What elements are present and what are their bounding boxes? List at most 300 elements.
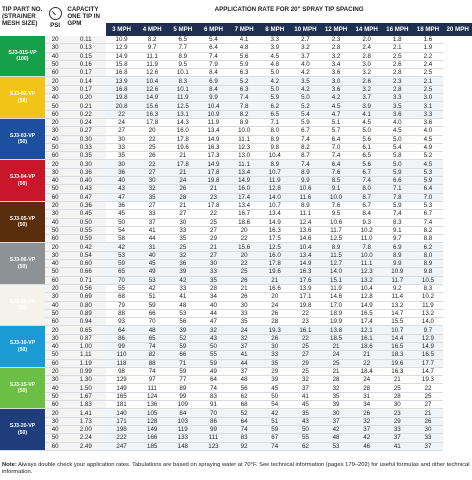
capacity-cell: 0.24 [65,118,106,126]
rate-cell: 5.9 [382,168,413,176]
table-row [0,342,472,350]
rate-cell: 50 [259,392,290,400]
rate-cell: 31 [137,243,168,251]
rate-cell: 4.1 [351,110,382,118]
rate-cell: 16.1 [351,334,382,342]
table-row [0,210,472,218]
rate-cell: 10.4 [351,284,382,292]
strainer-mesh-size: (50) [17,180,28,187]
capacity-cell: 0.16 [65,60,106,68]
mph-header-cell: 7 MPH [229,23,260,36]
capacity-cell: 0.65 [65,326,106,334]
capacity-cell: 0.35 [65,152,106,160]
rate-cell: 6.4 [413,185,444,193]
capacity-cell: 1.67 [65,392,106,400]
rate-cell: 6.5 [351,152,382,160]
table-row [0,401,472,409]
table-row [0,118,472,126]
rate-cell: 21 [351,351,382,359]
rate-cell: 33 [413,434,444,442]
psi-cell: 30 [45,127,65,135]
rate-cell: 32 [351,417,382,425]
rate-cell: 66 [168,351,199,359]
rate-cell: 4.0 [413,127,444,135]
rate-cell: 22 [137,160,168,168]
table-row [0,85,472,93]
rate-cell: 4.5 [259,52,290,60]
rate-cell: 7.4 [413,218,444,226]
rate-cell: 12.8 [259,185,290,193]
rate-cell: 8.9 [321,243,352,251]
rate-cell: 15.6 [137,102,168,110]
table-row [0,425,472,433]
rate-cell: 16.3 [290,268,321,276]
rate-cell: 10.5 [413,276,444,284]
psi-cell: 40 [45,177,65,185]
rate-cell: 2.5 [382,52,413,60]
capacity-cell: 0.36 [65,201,106,209]
rate-cell: 14.9 [413,342,444,350]
table-row [0,309,472,317]
rate-cell: 43 [106,185,137,193]
rate-cell: 6.7 [413,210,444,218]
rate-cell: 7.4 [290,135,321,143]
rate-cell: 2.8 [382,85,413,93]
capacity-cell: 0.50 [65,218,106,226]
rate-cell: 14.9 [259,218,290,226]
rate-cell: 20.8 [106,102,137,110]
capacity-cell: 0.99 [65,367,106,375]
tip-part-cell [0,77,45,118]
table-row [0,392,472,400]
rate-cell: 28 [198,284,229,292]
rate-cell: 13.4 [229,201,260,209]
rate-cell: 3.0 [321,77,352,85]
rate-cell: 10.0 [351,251,382,259]
strainer-mesh-size: (50) [17,388,28,395]
rate-cell: 5.1 [321,118,352,126]
rate-cell: 33 [382,425,413,433]
rate-cell: 7.8 [351,243,382,251]
rate-cell: 19.8 [106,94,137,102]
mph-header-cell: 10 MPH [290,23,321,36]
psi-cell: 40 [45,260,65,268]
rate-cell: 4.8 [259,60,290,68]
rate-cell: 247 [106,442,137,450]
capacity-cell: 0.66 [65,268,106,276]
psi-cell: 20 [45,77,65,85]
capacity-cell: 0.40 [65,177,106,185]
capacity-cell: 1.19 [65,359,106,367]
psi-cell: 60 [45,318,65,326]
rate-cell: 30 [168,218,199,226]
rate-cell: 32 [198,326,229,334]
rate-cell: 46 [351,442,382,450]
rate-cell: 11.1 [229,160,260,168]
table-row [0,367,472,375]
psi-cell: 50 [45,392,65,400]
rate-cell: 7.7 [168,44,199,52]
rate-cell: 5.4 [382,143,413,151]
rate-cell: 136 [137,401,168,409]
capacity-cell: 0.87 [65,334,106,342]
capacity-cell: 0.55 [65,226,106,234]
rate-cell: 12.3 [351,268,382,276]
rate-cell: 7.4 [229,94,260,102]
rate-cell: 111 [198,434,229,442]
rate-cell: 66 [137,309,168,317]
rate-cell: 19.6 [382,359,413,367]
rate-cell: 11.9 [321,284,352,292]
rate-cell: 11.1 [229,135,260,143]
rate-cell: 32 [229,334,260,342]
rate-cell: 12.9 [413,334,444,342]
table-row [0,260,472,268]
rate-cell: 9.9 [382,260,413,268]
table-row [0,284,472,292]
rate-cell: 10.2 [351,226,382,234]
rate-cell: 2.8 [382,69,413,77]
rate-cell: 6.2 [413,243,444,251]
table-row [0,351,472,359]
rate-cell: 7.6 [321,168,352,176]
rate-cell: 29 [259,367,290,375]
rate-cell: 86 [198,417,229,425]
rate-cell: 19.9 [321,318,352,326]
rate-cell: 17.4 [351,318,382,326]
rate-cell: 1.9 [413,44,444,52]
rate-cell: 12.6 [137,85,168,93]
table-row [0,334,472,342]
rate-cell: 25 [382,384,413,392]
rate-cell: 70 [106,276,137,284]
rate-cell: 8.2 [413,226,444,234]
rate-cell: 35 [229,318,260,326]
rate-cell: 59 [168,342,199,350]
rate-cell: 5.0 [382,160,413,168]
rate-cell: 14.7 [382,309,413,317]
rate-cell: 10.2 [413,293,444,301]
rate-cell: 13.0 [229,152,260,160]
table-row [0,376,472,384]
rate-cell: 26 [259,309,290,317]
rate-cell: 4.2 [321,94,352,102]
rate-cell: 10.7 [259,168,290,176]
rate-cell: 17.8 [168,135,199,143]
rate-cell: 79 [106,301,137,309]
rate-cell: 10.0 [321,193,352,201]
rate-cell: 44 [137,235,168,243]
rate-cell: 27 [137,201,168,209]
rate-cell: 25 [321,359,352,367]
rate-cell: 74 [259,442,290,450]
rate-cell: 12.1 [351,326,382,334]
rate-cell: 110 [106,351,137,359]
rate-cell: 36 [168,260,199,268]
rate-cell: 10.0 [229,127,260,135]
rate-cell: 14.3 [168,118,199,126]
capacity-cell: 0.17 [65,69,106,77]
rate-cell: 37 [413,442,444,450]
rate-cell: 23 [382,409,413,417]
table-row [0,251,472,259]
rate-cell: 19.6 [168,143,199,151]
capacity-cell: 2.00 [65,425,106,433]
rate-cell: 33 [168,284,199,292]
rate-cell: 2.3 [321,36,352,44]
rate-cell: 19.8 [198,177,229,185]
rate-cell: 7.9 [198,60,229,68]
rate-cell: 10.4 [198,102,229,110]
rate-cell: 12.7 [321,260,352,268]
rate-cell: 27 [198,251,229,259]
rate-cell: 20 [229,226,260,234]
capacity-cell: 0.80 [65,301,106,309]
rate-cell: 5.0 [259,69,290,77]
rate-cell: 4.5 [351,118,382,126]
rate-cell: 16.8 [106,69,137,77]
rate-cell: 13.2 [413,309,444,317]
mph-header-cell: 3 MPH [106,23,137,36]
rate-cell: 10.4 [137,77,168,85]
tip-part-number: SJ3-08-VP [9,298,36,305]
rate-cell: 44 [229,359,260,367]
rate-cell: 91 [198,401,229,409]
rate-cell: 21 [413,409,444,417]
rate-cell: 2.5 [413,85,444,93]
strainer-mesh-size: (50) [17,346,28,353]
table-row [0,143,472,151]
table-row [0,235,472,243]
rate-cell: 36 [106,201,137,209]
rate-cell: 71 [168,359,199,367]
rate-cell: 3.7 [351,94,382,102]
tip-part-cell [0,160,45,201]
tip-part-number: SJ3-06-VP [9,257,36,264]
rate-cell: 148 [168,442,199,450]
rate-cell: 84 [168,409,199,417]
rate-cell: 7.4 [321,152,352,160]
table-row [0,326,472,334]
table-row [0,77,472,85]
rate-cell: 2.4 [413,60,444,68]
rate-cell: 47 [106,193,137,201]
rate-cell: 222 [106,434,137,442]
rate-cell: 37 [290,384,321,392]
rate-cell: 82 [137,351,168,359]
rate-cell: 3.2 [351,85,382,93]
rate-cell: 67 [259,434,290,442]
rate-cell: 8.8 [413,235,444,243]
rate-cell: 13.9 [290,284,321,292]
rate-cell: 14.9 [106,52,137,60]
tip-part-cell [0,409,45,450]
rate-cell: 5.0 [290,94,321,102]
capacity-cell: 0.22 [65,110,106,118]
rate-cell: 7.6 [321,201,352,209]
table-row [0,168,472,176]
tip-part-number: SJ3-02-VP [9,91,36,98]
table-row [0,44,472,52]
rate-cell: 25 [413,392,444,400]
rate-cell: 33 [137,210,168,218]
psi-cell: 50 [45,185,65,193]
rate-cell: 9.5 [168,60,199,68]
capacity-cell: 0.30 [65,135,106,143]
rate-cell: 26 [259,334,290,342]
rate-cell: 15.6 [229,243,260,251]
psi-cell: 30 [45,251,65,259]
rate-cell: 4.8 [229,44,260,52]
rate-cell: 35 [259,359,290,367]
strainer-mesh-size: (100) [16,56,29,63]
rate-cell: 23 [290,318,321,326]
rate-cell: 97 [137,376,168,384]
rate-cell: 9.7 [382,235,413,243]
rate-cell: 26 [351,409,382,417]
table-row [0,69,472,77]
rate-cell: 2.8 [321,44,352,52]
capacity-cell: 0.54 [65,251,106,259]
rate-cell: 8.9 [413,260,444,268]
rate-cell: 10.6 [321,218,352,226]
capacity-cell: 0.42 [65,243,106,251]
rate-cell: 8.3 [413,284,444,292]
psi-cell: 20 [45,243,65,251]
rate-cell: 37 [351,425,382,433]
rate-cell: 25 [290,342,321,350]
rate-cell: 20 [137,127,168,135]
rate-cell: 5.9 [382,201,413,209]
rate-cell: 8.9 [229,118,260,126]
psi-cell: 20 [45,326,65,334]
rate-cell: 5.0 [259,85,290,93]
rate-cell: 8.0 [351,185,382,193]
rate-cell: 41 [290,392,321,400]
rate-cell: 198 [106,425,137,433]
rate-cell: 77 [168,376,199,384]
rate-cell: 22 [290,334,321,342]
rate-cell: 21 [382,376,413,384]
rate-cell: 30 [229,301,260,309]
rate-cell: 8.5 [321,177,352,185]
rate-cell: 48 [137,326,168,334]
rate-cell: 4.9 [413,143,444,151]
rate-cell: 50 [106,218,137,226]
rate-cell: 10.7 [259,201,290,209]
rate-cell: 13.4 [229,168,260,176]
strainer-mesh-size: (50) [17,429,28,436]
rate-cell: 2.2 [413,52,444,60]
rate-cell: 74 [137,342,168,350]
rate-cell: 11.1 [290,210,321,218]
rate-cell: 2.6 [351,77,382,85]
rate-cell: 23 [198,193,229,201]
rate-cell: 14.7 [413,367,444,375]
rate-cell: 8.4 [351,210,382,218]
table-row [0,60,472,68]
rate-cell: 26 [137,152,168,160]
rate-cell: 6.6 [382,177,413,185]
rate-cell: 28 [382,392,413,400]
rate-cell: 8.4 [198,85,229,93]
rate-cell: 5.2 [229,77,260,85]
table-row [0,102,472,110]
rate-cell: 18.5 [321,334,352,342]
rate-cell: 41 [382,442,413,450]
capacity-cell: 0.89 [65,309,106,317]
rate-cell: 3.3 [413,110,444,118]
rate-cell: 45 [290,401,321,409]
rate-cell: 29 [290,359,321,367]
rate-cell: 166 [137,434,168,442]
rate-cell: 20 [259,293,290,301]
rate-cell: 24 [259,301,290,309]
rate-cell: 13.4 [290,251,321,259]
rate-cell: 12.3 [229,143,260,151]
table-row [0,94,472,102]
rate-cell: 41 [137,226,168,234]
rate-cell: 45 [106,210,137,218]
capacity-cell: 2.24 [65,434,106,442]
rate-cell: 49 [198,367,229,375]
rate-cell: 7.1 [382,185,413,193]
rate-cell: 98 [106,367,137,375]
rate-cell: 53 [321,442,352,450]
capacity-cell: 1.73 [65,417,106,425]
strainer-mesh-size: (50) [17,97,28,104]
rate-cell: 12.8 [351,293,382,301]
rate-cell: 13.6 [290,226,321,234]
rate-cell: 17.7 [413,359,444,367]
rate-cell: 36 [106,168,137,176]
rate-cell: 53 [168,309,199,317]
rate-cell: 12.4 [290,218,321,226]
rate-cell: 5.7 [321,127,352,135]
rate-cell: 17.3 [198,152,229,160]
rate-cell: 37 [382,434,413,442]
rate-cell: 4.0 [382,118,413,126]
tip-part-number: SJ3-03-VP [9,132,36,139]
rate-cell: 21 [198,185,229,193]
psi-cell: 20 [45,409,65,417]
psi-cell: 60 [45,359,65,367]
rate-cell: 5.8 [382,152,413,160]
rate-cell: 16.3 [382,367,413,375]
rate-cell: 39 [259,376,290,384]
rate-cell: 93 [106,318,137,326]
rate-cell: 9.8 [259,143,290,151]
rate-cell: 11.1 [137,52,168,60]
rate-cell: 16.3 [137,110,168,118]
rate-cell: 22 [137,135,168,143]
psi-cell: 50 [45,351,65,359]
rate-cell: 8.9 [259,135,290,143]
capacity-cell: 0.11 [65,36,106,44]
capacity-cell: 1.00 [65,342,106,350]
psi-cell: 60 [45,401,65,409]
rate-cell: 47 [198,318,229,326]
rate-cell: 27 [137,168,168,176]
rate-cell: 21 [321,367,352,375]
table-row [0,52,472,60]
rate-cell: 4.0 [290,60,321,68]
rate-cell: 18.6 [229,218,260,226]
tip-column-header: TIP PART NO. (STRAINER MESH SIZE) [2,6,43,27]
rate-cell: 18.9 [321,309,352,317]
rate-cell: 21 [168,201,199,209]
mph-header-cell: 4 MPH [137,23,168,36]
